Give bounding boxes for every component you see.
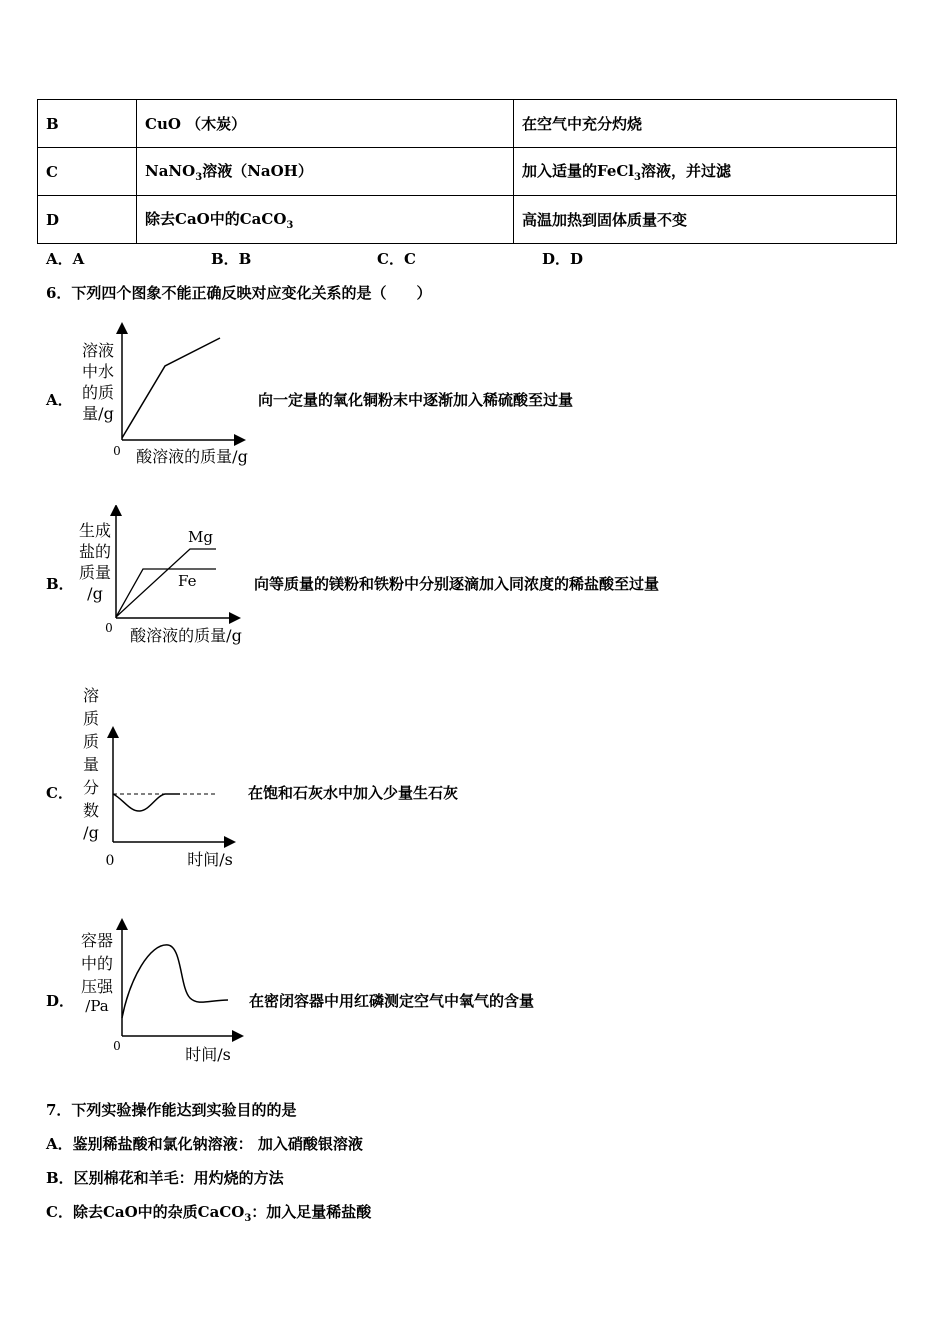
choice-b[interactable]: B．B [211, 250, 252, 268]
q6-option-a-desc: 向一定量的氧化铜粉末中逐渐加入稀硫酸至过量 [258, 391, 574, 409]
graph-d [70, 918, 260, 1068]
graph-a-xlabel: 酸溶液的质量/g [136, 447, 248, 466]
row-label: B [38, 100, 137, 148]
q6-option-c-desc: 在饱和石灰水中加入少量生石灰 [248, 784, 459, 802]
q6-option-d-label[interactable]: D． [46, 992, 75, 1010]
row-label: C [38, 148, 137, 196]
row-method: 在空气中充分灼烧 [514, 100, 897, 148]
graph-c [70, 680, 260, 875]
q6-stem: 6．下列四个图象不能正确反映对应变化关系的是（ ） [46, 284, 432, 302]
graph-c-ylabel-3: 质 [82, 732, 100, 751]
q6-option-b-desc: 向等质量的镁粉和铁粉中分别逐滴加入同浓度的稀盐酸至过量 [254, 575, 660, 593]
graph-c-curve [113, 794, 180, 811]
row-item: NaNO$_3$溶液（NaOH） [137, 148, 514, 196]
q6-option-b-label[interactable]: B． [46, 575, 74, 593]
graph-b-fe-line [116, 569, 216, 617]
graph-d-ylabel-2: 中的 [80, 954, 114, 973]
q6-option-c-label[interactable]: C． [46, 784, 73, 802]
graph-b-mg-label: Mg [188, 528, 213, 546]
graph-c-xlabel: 时间/s [187, 850, 233, 869]
table-row [38, 100, 897, 148]
graph-c-ylabel-4: 量 [82, 755, 100, 774]
graph-a-curve [122, 338, 220, 438]
row-method: 高温加热到固体质量不变 [514, 196, 897, 244]
graph-b-xlabel: 酸溶液的质量/g [130, 626, 242, 645]
q7-stem: 7．下列实验操作能达到实验目的的是 [46, 1101, 297, 1119]
graph-d-ylabel-3: 压强 [80, 977, 114, 996]
row-item: CuO （木炭） [137, 100, 514, 148]
table-row [38, 148, 897, 196]
q7-option-a[interactable]: A．鉴别稀盐酸和氯化钠溶液： 加入硝酸银溶液 [46, 1135, 363, 1153]
row-method: 加入适量的FeCl$_3$溶液，并过滤 [514, 148, 897, 196]
graph-a-ylabel-1: 溶液 [81, 341, 115, 360]
graph-d-curve [122, 945, 228, 1018]
graph-b-ylabel-2: 盐的 [78, 542, 112, 561]
graph-c-ylabel-1: 溶 [82, 686, 100, 705]
choice-a[interactable]: A．A [46, 250, 85, 268]
graph-a-ylabel-2: 中水 [81, 362, 115, 381]
graph-a-origin: 0 [113, 444, 121, 458]
choice-d[interactable]: D．D [542, 250, 584, 268]
graph-c-ylabel-2: 质 [82, 709, 100, 728]
graph-d-ylabel-4: /Pa [85, 997, 109, 1015]
graph-c-ylabel-5: 分 [82, 778, 100, 797]
graph-a [70, 320, 260, 470]
graph-c-ylabel-6: 数 [82, 801, 100, 820]
choice-c[interactable]: C．C [377, 250, 416, 268]
q6-option-d-desc: 在密闭容器中用红磷测定空气中氧气的含量 [249, 992, 535, 1010]
graph-b-mg-line [116, 549, 216, 617]
q6-option-a-label[interactable]: A． [46, 391, 73, 409]
row-item: 除去CaO中的CaCO$_3$ [137, 196, 514, 244]
table-row [38, 196, 897, 244]
graph-d-origin: 0 [113, 1039, 121, 1053]
graph-a-ylabel-3: 的质 [81, 383, 115, 402]
row-label: D [38, 196, 137, 244]
graph-a-ylabel-4: 量/g [82, 404, 114, 423]
q7-option-b[interactable]: B．区别棉花和羊毛：用灼烧的方法 [46, 1169, 284, 1187]
graph-b-origin: 0 [105, 621, 113, 635]
graph-d-ylabel-1: 容器 [80, 931, 114, 950]
options-table [37, 99, 897, 244]
graph-b-ylabel-1: 生成 [78, 521, 112, 540]
graph-b-ylabel-3: 质量 [78, 563, 112, 582]
graph-d-xlabel: 时间/s [185, 1045, 231, 1064]
graph-b-ylabel-4: /g [87, 584, 103, 603]
graph-c-ylabel-7: /g [83, 823, 99, 842]
q7-option-c[interactable]: C．除去CaO中的杂质CaCO$_3$：加入足量稀盐酸 [46, 1203, 372, 1224]
graph-b [70, 505, 260, 650]
graph-b-fe-label: Fe [178, 572, 197, 590]
graph-c-origin: 0 [105, 853, 115, 869]
